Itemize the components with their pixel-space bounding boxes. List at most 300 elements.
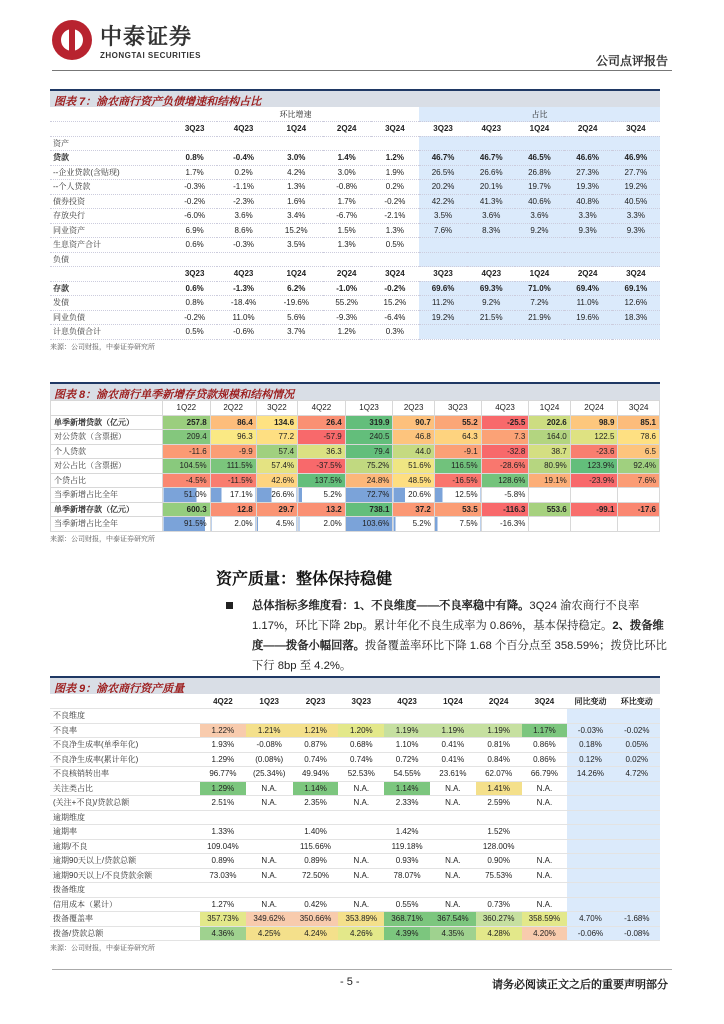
- table-cell: 357.73%: [200, 912, 246, 927]
- table-cell: N.A.: [430, 796, 476, 811]
- section-row: [50, 883, 660, 898]
- table-row: [51, 502, 660, 517]
- asset-quality-paragraph: [252, 596, 670, 676]
- empty-cell: [246, 709, 293, 724]
- logo-icon: [52, 20, 92, 60]
- table-cell: -0.06%: [567, 926, 613, 941]
- table-cell: 1.3%: [371, 223, 419, 238]
- row-label: 对公贷款（含票据）: [51, 430, 163, 445]
- table-cell: 9.2%: [467, 296, 515, 311]
- table-cell: N.A.: [338, 854, 384, 869]
- empty-cell: [614, 883, 660, 898]
- row-label: 同业负债: [50, 310, 172, 325]
- table-cell: 27.7%: [612, 165, 660, 180]
- table-cell: 600.3: [163, 502, 211, 517]
- table-row: [50, 752, 660, 767]
- table-cell: [338, 825, 384, 840]
- page-number: - 5 -: [340, 976, 360, 988]
- asset-section-row: [50, 136, 660, 151]
- table-cell: 1.10%: [384, 738, 430, 753]
- table-cell: 48.5%: [393, 473, 434, 488]
- table-cell: 0.74%: [293, 752, 339, 767]
- table-cell: 738.1: [345, 502, 393, 517]
- section-label: 不良维度: [50, 709, 200, 724]
- empty-cell: [200, 709, 246, 724]
- empty-cell: [614, 854, 660, 869]
- table-cell: 3.5%: [270, 238, 323, 253]
- table-cell: 0.2%: [217, 165, 270, 180]
- table-cell: 1.40%: [293, 825, 339, 840]
- empty-cell: [476, 810, 522, 825]
- empty-cell: [384, 810, 430, 825]
- table-cell: N.A.: [246, 868, 293, 883]
- table-cell: 1.6%: [270, 194, 323, 209]
- table-cell: 1.9%: [371, 165, 419, 180]
- table-cell: [564, 325, 612, 340]
- table-cell: 111.5%: [210, 459, 256, 474]
- table-cell: -0.2%: [371, 194, 419, 209]
- row-label: 当季新增占比全年: [51, 517, 163, 532]
- table-cell: 0.12%: [567, 752, 613, 767]
- table-row: [51, 415, 660, 430]
- table-cell: 128.00%: [476, 839, 522, 854]
- table-cell: -0.2%: [172, 310, 217, 325]
- table-cell: 71.0%: [515, 281, 563, 296]
- period-header: 1Q23: [345, 401, 393, 416]
- table-cell: 38.7: [529, 444, 570, 459]
- empty-cell: [614, 839, 660, 854]
- table-cell: -0.6%: [217, 325, 270, 340]
- table-cell: 20.6%: [393, 488, 434, 503]
- table-cell: 0.8%: [172, 151, 217, 166]
- empty-cell: [200, 810, 246, 825]
- table-cell: 1.14%: [293, 781, 339, 796]
- table-cell: -0.3%: [217, 238, 270, 253]
- empty-cell: [476, 883, 522, 898]
- table-cell: -32.8: [481, 444, 529, 459]
- period-header: 4Q22: [200, 694, 246, 709]
- table-cell: 42.2%: [419, 194, 467, 209]
- table-cell: 49.94%: [293, 767, 339, 782]
- empty-cell: [567, 883, 613, 898]
- table-cell: 55.2%: [323, 296, 371, 311]
- table-cell: [419, 238, 467, 253]
- table-cell: 79.4: [345, 444, 393, 459]
- table-cell: 1.42%: [384, 825, 430, 840]
- table-cell: 319.9: [345, 415, 393, 430]
- table-cell: 1.2%: [323, 325, 371, 340]
- table-cell: -9.1: [434, 444, 481, 459]
- table-cell: 1.7%: [323, 194, 371, 209]
- table-cell: 128.6%: [481, 473, 529, 488]
- table-cell: 1.52%: [476, 825, 522, 840]
- figure-9-title: 图表 9：渝农商行资产质量: [50, 676, 660, 694]
- table-cell: 98.9: [570, 415, 618, 430]
- table-cell: 20.2%: [419, 180, 467, 195]
- empty-cell: [246, 810, 293, 825]
- table-row: [51, 488, 660, 503]
- table-cell: 367.54%: [430, 912, 476, 927]
- period-header: 3Q23: [172, 122, 217, 137]
- table-cell: 9.3%: [564, 223, 612, 238]
- figure-7-title: 图表 7：渝农商行资产负债增速和结构占比: [50, 89, 660, 107]
- period-header: 3Q22: [256, 401, 297, 416]
- table-row: [50, 151, 660, 166]
- table-cell: 1.33%: [200, 825, 246, 840]
- table-cell: -6.4%: [371, 310, 419, 325]
- empty-cell: [371, 252, 419, 267]
- table-cell: 44.0: [393, 444, 434, 459]
- period-header: 4Q23: [217, 122, 270, 137]
- empty-cell: [567, 709, 613, 724]
- table-cell: 54.55%: [384, 767, 430, 782]
- period-header: 1Q23: [246, 694, 293, 709]
- table-cell: 66.79%: [522, 767, 568, 782]
- table-cell: 78.6: [618, 430, 660, 445]
- table-cell: 0.84%: [476, 752, 522, 767]
- table-cell: 36.3: [298, 444, 346, 459]
- table-cell: [515, 238, 563, 253]
- table-cell: -0.08%: [614, 926, 660, 941]
- table-cell: 0.2%: [371, 180, 419, 195]
- table-cell: 1.29%: [200, 781, 246, 796]
- row-label: 存放央行: [50, 209, 172, 224]
- row-label: 逾期90天以上/贷款总额: [50, 854, 200, 869]
- table-cell: 6.2%: [270, 281, 323, 296]
- table-cell: 46.7%: [467, 151, 515, 166]
- table-cell: 0.73%: [476, 897, 522, 912]
- table-cell: [419, 325, 467, 340]
- period-header: 4Q22: [298, 401, 346, 416]
- table-row: [50, 238, 660, 253]
- table-cell: 1.17%: [522, 723, 568, 738]
- table-row: [50, 325, 660, 340]
- table-cell: -6.0%: [172, 209, 217, 224]
- empty-cell: [419, 252, 467, 267]
- table-cell: 57.4%: [256, 459, 297, 474]
- table-cell: 92.4%: [618, 459, 660, 474]
- empty-cell: [200, 883, 246, 898]
- row-label: --企业贷款(含贴现): [50, 165, 172, 180]
- period-header: 1Q24: [529, 401, 570, 416]
- table-cell: 9.3%: [612, 223, 660, 238]
- figure-9: [50, 676, 660, 953]
- table-cell: 23.61%: [430, 767, 476, 782]
- table-cell: 2.51%: [200, 796, 246, 811]
- liab-section-row: [50, 252, 660, 267]
- table-cell: 19.2%: [419, 310, 467, 325]
- table-cell: 2.0%: [210, 517, 256, 532]
- table-cell: 26.4: [298, 415, 346, 430]
- corner-cell: [50, 694, 200, 709]
- period-header: 4Q23: [481, 401, 529, 416]
- table-cell: [567, 796, 613, 811]
- table-cell: 134.6: [256, 415, 297, 430]
- table-cell: -116.3: [481, 502, 529, 517]
- table-cell: 115.66%: [293, 839, 339, 854]
- table-cell: 0.89%: [200, 854, 246, 869]
- table-cell: 86.4: [210, 415, 256, 430]
- table-row: [50, 897, 660, 912]
- row-label: 个贷占比: [51, 473, 163, 488]
- table-cell: 4.2%: [270, 165, 323, 180]
- table-cell: 1.3%: [270, 180, 323, 195]
- table-cell: 0.55%: [384, 897, 430, 912]
- table-cell: 4.70%: [567, 912, 613, 927]
- figure-9-table: [50, 694, 660, 941]
- table-cell: -0.3%: [172, 180, 217, 195]
- table-cell: 2.0%: [298, 517, 346, 532]
- table-cell: 51.0%: [163, 488, 211, 503]
- period-header: 1Q24: [515, 267, 563, 282]
- table-cell: 349.62%: [246, 912, 293, 927]
- row-label: 关注类占比: [50, 781, 200, 796]
- table-cell: [467, 238, 515, 253]
- table-row: [50, 738, 660, 753]
- period-header: 3Q24: [522, 694, 568, 709]
- table-cell: [567, 897, 613, 912]
- group-header-row: [50, 107, 660, 122]
- table-cell: 7.6%: [618, 473, 660, 488]
- table-cell: 26.6%: [467, 165, 515, 180]
- table-cell: 116.5%: [434, 459, 481, 474]
- table-cell: 4.20%: [522, 926, 568, 941]
- row-label: --个人贷款: [50, 180, 172, 195]
- period-header: 4Q23: [384, 694, 430, 709]
- table-row: [50, 796, 660, 811]
- figure-8-source: 来源：公司财报，中泰证券研究所: [50, 535, 155, 543]
- empty-cell: [338, 883, 384, 898]
- table-cell: 3.6%: [467, 209, 515, 224]
- table-row: [50, 165, 660, 180]
- table-cell: 3.3%: [564, 209, 612, 224]
- table-cell: 11.2%: [419, 296, 467, 311]
- table-cell: 91.5%: [163, 517, 211, 532]
- table-row: [50, 223, 660, 238]
- period-header: 3Q24: [612, 267, 660, 282]
- table-cell: 0.02%: [614, 752, 660, 767]
- period-header: 2Q24: [570, 401, 618, 416]
- table-cell: 202.6: [529, 415, 570, 430]
- table-cell: 1.19%: [430, 723, 476, 738]
- table-cell: 4.35%: [430, 926, 476, 941]
- table-cell: [612, 325, 660, 340]
- table-cell: 1.22%: [200, 723, 246, 738]
- empty-cell: [217, 252, 270, 267]
- para-lead-1: 总体指标多维度看：1、不良维度——不良率稳中有降。: [252, 600, 530, 612]
- empty-cell: [567, 854, 613, 869]
- corner-cell: [50, 267, 172, 282]
- table-cell: 11.0%: [564, 296, 612, 311]
- table-cell: 0.74%: [338, 752, 384, 767]
- table-cell: (25.34%): [246, 767, 293, 782]
- table-cell: 75.2%: [345, 459, 393, 474]
- table-cell: 1.21%: [246, 723, 293, 738]
- table-cell: -1.1%: [217, 180, 270, 195]
- table-cell: N.A.: [522, 868, 568, 883]
- row-label: 当季新增占比全年: [51, 488, 163, 503]
- table-cell: -57.9: [298, 430, 346, 445]
- table-cell: -19.6%: [270, 296, 323, 311]
- table-cell: 19.7%: [515, 180, 563, 195]
- table-cell: 57.4: [256, 444, 297, 459]
- table-cell: 53.5: [434, 502, 481, 517]
- empty-cell: [614, 709, 660, 724]
- para-text-1: 3Q24 渝农商行不良率 1.17%，环比下降 2bp。累计年化不良生成率为 0.86%，基本保持稳定。: [252, 600, 640, 632]
- table-cell: 80.9%: [529, 459, 570, 474]
- table-cell: [564, 238, 612, 253]
- table-cell: 78.07%: [384, 868, 430, 883]
- row-label: 拨备覆盖率: [50, 912, 200, 927]
- period-header: 3Q23: [172, 267, 217, 282]
- table-cell: [618, 517, 660, 532]
- table-cell: 2.33%: [384, 796, 430, 811]
- table-cell: 13.2: [298, 502, 346, 517]
- empty-cell: [567, 839, 613, 854]
- table-cell: 3.7%: [270, 325, 323, 340]
- section-row: [50, 709, 660, 724]
- table-cell: -0.4%: [217, 151, 270, 166]
- table-cell: 0.18%: [567, 738, 613, 753]
- table-cell: 0.6%: [172, 238, 217, 253]
- table-cell: 209.4: [163, 430, 211, 445]
- table-cell: 19.2%: [612, 180, 660, 195]
- empty-cell: [612, 136, 660, 151]
- table-cell: 1.7%: [172, 165, 217, 180]
- table-cell: [338, 839, 384, 854]
- table-cell: 62.07%: [476, 767, 522, 782]
- header-divider: [52, 70, 672, 71]
- table-cell: 353.89%: [338, 912, 384, 927]
- table-cell: 69.3%: [467, 281, 515, 296]
- table-cell: 109.04%: [200, 839, 246, 854]
- period-header: 3Q23: [434, 401, 481, 416]
- period-header: 3Q24: [371, 122, 419, 137]
- period-header: 3Q23: [419, 122, 467, 137]
- row-label: 存款: [50, 281, 172, 296]
- row-label: 生息资产合计: [50, 238, 172, 253]
- table-cell: 0.86%: [522, 752, 568, 767]
- table-row: [50, 781, 660, 796]
- table-cell: [529, 488, 570, 503]
- table-cell: 5.6%: [270, 310, 323, 325]
- table-cell: 2.59%: [476, 796, 522, 811]
- para-lead-2: 2、拨备维度——拨备小幅回落。: [252, 620, 664, 652]
- table-cell: 0.42%: [293, 897, 339, 912]
- logo-english: ZHONGTAI SECURITIES: [100, 51, 201, 60]
- table-cell: N.A.: [522, 854, 568, 869]
- empty-cell: [567, 868, 613, 883]
- period-header-row: [51, 401, 660, 416]
- table-cell: -23.6: [570, 444, 618, 459]
- table-row: [50, 281, 660, 296]
- table-cell: 1.27%: [200, 897, 246, 912]
- table-cell: 20.1%: [467, 180, 515, 195]
- table-cell: 240.5: [345, 430, 393, 445]
- table-cell: N.A.: [338, 868, 384, 883]
- logo: [52, 20, 201, 60]
- empty-cell: [614, 825, 660, 840]
- empty-cell: [522, 883, 568, 898]
- period-header: 1Q24: [270, 267, 323, 282]
- empty-cell: [515, 252, 563, 267]
- empty-cell: [293, 709, 339, 724]
- table-cell: 0.72%: [384, 752, 430, 767]
- table-cell: 2.35%: [293, 796, 339, 811]
- empty-cell: [419, 136, 467, 151]
- empty-cell: [270, 136, 323, 151]
- table-row: [51, 459, 660, 474]
- row-label: 逾期/不良: [50, 839, 200, 854]
- period-header: 3Q24: [612, 122, 660, 137]
- figure-8: [50, 382, 660, 544]
- row-label: 不良净生成率(累计年化): [50, 752, 200, 767]
- table-cell: [529, 517, 570, 532]
- table-cell: -11.6: [163, 444, 211, 459]
- table-cell: 17.1%: [210, 488, 256, 503]
- page-header: [0, 0, 724, 72]
- row-label: 同业资产: [50, 223, 172, 238]
- table-cell: 0.5%: [172, 325, 217, 340]
- empty-cell: [515, 136, 563, 151]
- period-header: 1Q24: [270, 122, 323, 137]
- table-cell: [614, 781, 660, 796]
- period-header: 1Q24: [430, 694, 476, 709]
- table-cell: -1.68%: [614, 912, 660, 927]
- table-cell: 15.2%: [270, 223, 323, 238]
- table-cell: 4.28%: [476, 926, 522, 941]
- table-cell: 3.5%: [419, 209, 467, 224]
- table-cell: -17.6: [618, 502, 660, 517]
- table-row: [50, 310, 660, 325]
- period-header: 2Q24: [323, 122, 371, 137]
- table-cell: 119.18%: [384, 839, 430, 854]
- table-cell: 0.41%: [430, 752, 476, 767]
- empty-cell: [430, 883, 476, 898]
- table-cell: 40.8%: [564, 194, 612, 209]
- table-cell: -0.03%: [567, 723, 613, 738]
- table-cell: 11.0%: [217, 310, 270, 325]
- bullet-icon: [226, 602, 233, 609]
- table-cell: 9.2%: [515, 223, 563, 238]
- table-cell: 40.5%: [612, 194, 660, 209]
- table-cell: -1.0%: [323, 281, 371, 296]
- table-cell: 1.19%: [476, 723, 522, 738]
- table-cell: [430, 825, 476, 840]
- table-cell: 1.21%: [293, 723, 339, 738]
- table-cell: 4.5%: [256, 517, 297, 532]
- logo-name: 中泰证券: [100, 24, 193, 49]
- empty-cell: [614, 810, 660, 825]
- table-cell: 3.6%: [515, 209, 563, 224]
- period-header: 3Q24: [371, 267, 419, 282]
- disclaimer: 请务必阅读正文之后的重要声明部分: [492, 979, 668, 991]
- table-cell: 3.0%: [323, 165, 371, 180]
- figure-9-source: 来源：公司财报，中泰证券研究所: [50, 945, 155, 952]
- empty-cell: [522, 810, 568, 825]
- table-cell: 52.53%: [338, 767, 384, 782]
- table-row: [50, 868, 660, 883]
- empty-cell: [246, 883, 293, 898]
- table-cell: 12.5%: [434, 488, 481, 503]
- table-cell: 5.2%: [298, 488, 346, 503]
- table-cell: 368.71%: [384, 912, 430, 927]
- period-header: 4Q23: [217, 267, 270, 282]
- empty-cell: [567, 810, 613, 825]
- row-label: 对公占比（含票据）: [51, 459, 163, 474]
- table-row: [50, 854, 660, 869]
- row-label: 发债: [50, 296, 172, 311]
